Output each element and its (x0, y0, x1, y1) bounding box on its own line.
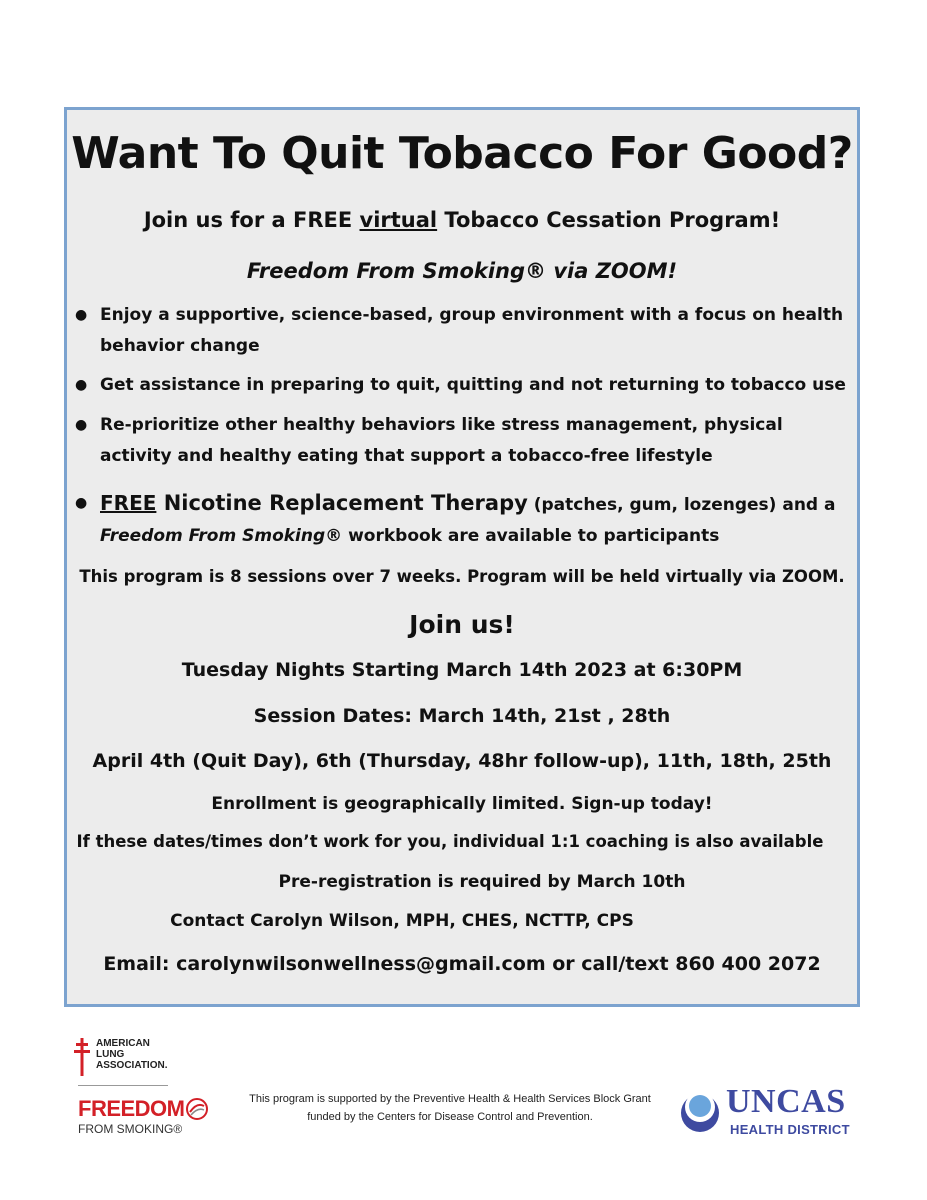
start-line: Tuesday Nights Starting March 14th 2023 at 6:30PM (181, 659, 743, 681)
bullet-rest2: workbook are available to participants (342, 526, 720, 546)
bullet-item (75, 300, 857, 362)
bullet-item (75, 410, 857, 472)
bullet-dot-icon: ● (75, 377, 88, 393)
join-us-heading: Join us! (409, 610, 515, 639)
grant-notice (230, 1090, 670, 1126)
bullet-dot-icon: ● (75, 307, 88, 323)
subtitle-post: Tobacco Cessation Program! (437, 208, 781, 232)
american-lung-association-logo (64, 1030, 222, 1150)
freedom-from-smoking-wordmark: FREEDOM (78, 1096, 185, 1121)
ala-line: ASSOCIATION. (96, 1060, 168, 1071)
coaching-note: If these dates/times don’t work for you, individual 1:1 coaching is also available (76, 832, 824, 851)
from-smoking-subtext: FROM SMOKING® (78, 1122, 183, 1136)
bullet-text: Enjoy a supportive, science-based, group environment with a focus on health behavior change (100, 305, 844, 356)
preregistration-note: Pre-registration is required by March 10th (278, 872, 686, 892)
session-dates: Session Dates: March 14th, 21st , 28th (253, 705, 671, 727)
email-line: Email: carolynwilsonwellness@gmail.com or call/text 860 400 2072 (103, 953, 821, 975)
subtitle-virtual: virtual (359, 208, 438, 232)
april-dates: April 4th (Quit Day), 6th (Thursday, 48hr follow-up), 11th, 18th, 25th (92, 750, 832, 772)
bullet-dot-icon: ● (75, 417, 88, 433)
bullet-text: Re-prioritize other healthy behaviors like stress management, physical activity and healthy eating that support a tobacco-free lifestyle (100, 415, 783, 466)
bullet-text-ntr (100, 488, 857, 552)
grant-line: This program is supported by the Preventive Health & Health Services Block Grant (249, 1093, 651, 1105)
flyer-title: Want To Quit Tobacco For Good? (71, 128, 853, 179)
ala-line: AMERICAN (96, 1038, 150, 1049)
subtitle-pre: Join us for a FREE (143, 208, 360, 232)
uncas-wordmark: UNCAS (726, 1083, 846, 1120)
contact-line: Contact Carolyn Wilson, MPH, CHES, NCTTP, CPS (170, 911, 634, 931)
bullet-ffs-italic: Freedom From Smoking® (100, 526, 343, 546)
bullet-item (75, 370, 857, 401)
bullet-free: FREE (100, 491, 157, 515)
ala-wordmark (96, 1038, 167, 1071)
ala-line: LUNG (96, 1049, 125, 1060)
logo-divider (78, 1085, 168, 1086)
lorraine-cross-icon (74, 1038, 90, 1076)
uncas-health-district-text: HEALTH DISTRICT (730, 1122, 850, 1137)
bullet-dot-icon: ● (75, 495, 88, 511)
bullet-item (75, 488, 857, 552)
enrollment-note: Enrollment is geographically limited. Sign-up today! (211, 794, 713, 814)
grant-line: funded by the Centers for Disease Control and Prevention. (307, 1111, 593, 1123)
sessions-info: This program is 8 sessions over 7 weeks. Program will be held virtually via ZOOM. (79, 567, 845, 586)
program-name: Freedom From Smoking® via ZOOM! (246, 259, 678, 283)
flyer-box (64, 107, 860, 1007)
flyer-subtitle (67, 208, 857, 232)
bullet-ntr: Nicotine Replacement Therapy (156, 491, 528, 515)
freedom-swirl-icon (186, 1098, 208, 1120)
bullet-text: Get assistance in preparing to quit, quitting and not returning to tobacco use (100, 375, 846, 395)
bullet-rest1: (patches, gum, lozenges) and a (527, 495, 836, 515)
